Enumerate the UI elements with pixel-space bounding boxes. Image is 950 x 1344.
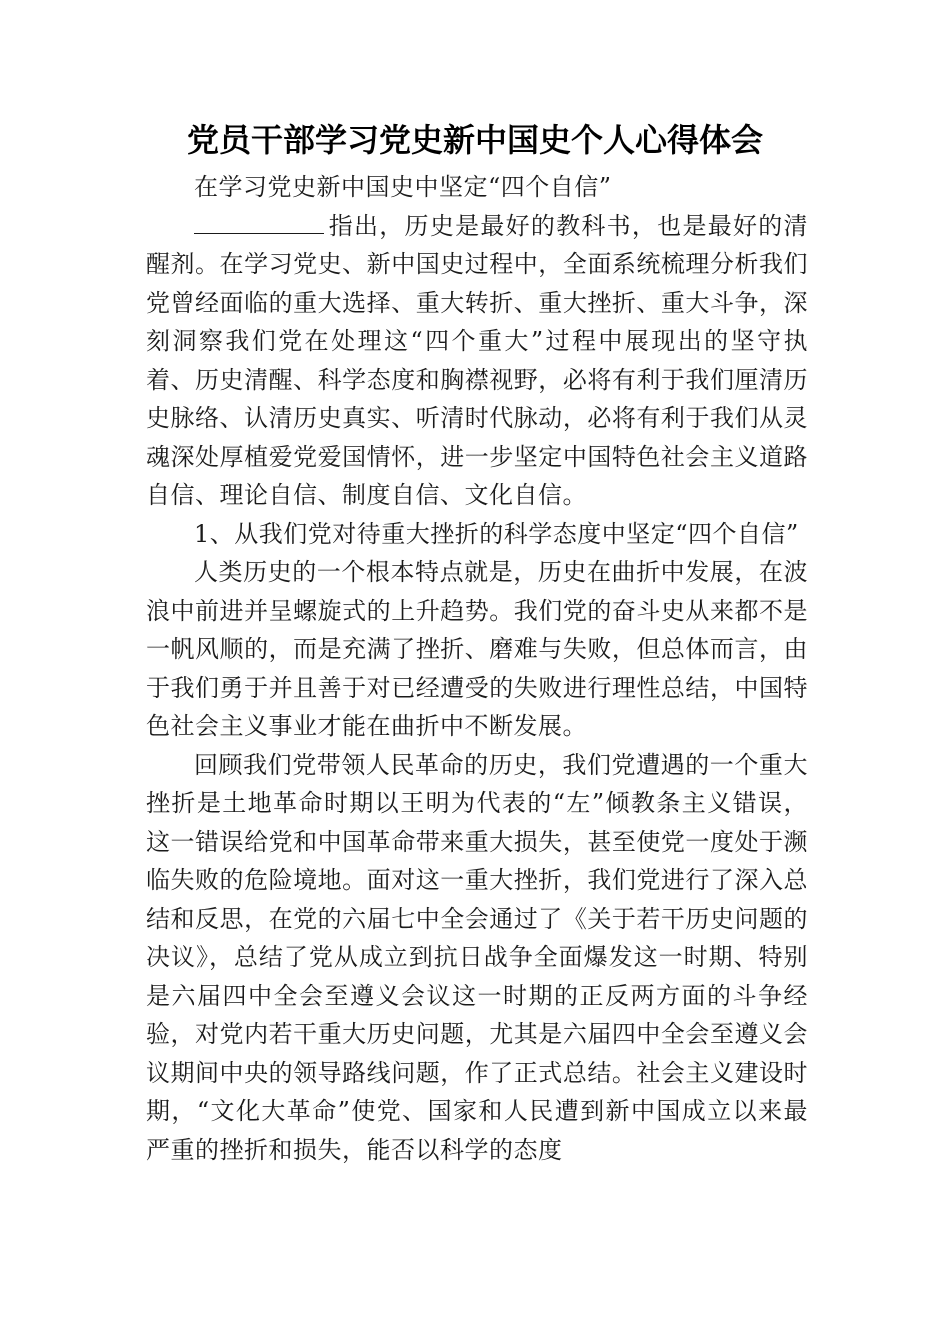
section-heading: 1、从我们党对待重大挫折的科学态度中坚定“四个自信”: [194, 519, 799, 548]
document-title: 党员干部学习党史新中国史个人心得体会: [186, 121, 763, 159]
document-body: [146, 168, 808, 1169]
intro-text: 指出，历史是最好的教科书，也是最好的清醒剂。在学习党史、新中国史过程中，全面系统梳理分析我们党曾经面临的重大选择、重大转折、重大挫折、重大斗争，深刻洞察我们党在处理这“四个重大”过程中展现出的坚守执着、历史清醒、科学态度和胸襟视野，必将有利于我们厘清历史脉络、认清历史真实、听清时代脉动，必将有利于我们从灵魂深处厚植爱党爱国情怀，进一步坚定中国特色社会主义道路自信、理论自信、制度自信、文化自信。: [146, 211, 808, 509]
intro-paragraph: [146, 207, 808, 515]
body-paragraph: 人类历史的一个根本特点就是，历史在曲折中发展，在波浪中前进并呈螺旋式的上升趋势。我们党的奋斗史从来都不是一帆风顺的，而是充满了挫折、磨难与失败，但总体而言，由于我们勇于并且善于对已经遭受的失败进行理性总结，中国特色社会主义事业才能在曲折中不断发展。: [146, 558, 808, 740]
redacted-blank: [194, 207, 324, 234]
document-subtitle: 在学习党史新中国史中坚定“四个自信”: [194, 173, 612, 201]
body-paragraph: 回顾我们党带领人民革命的历史，我们党遭遇的一个重大挫折是土地革命时期以王明为代表的“左”倾教条主义错误，这一错误给党和中国革命带来重大损失，甚至使党一度处于濒临失败的危险境地。面对这一重大挫折，我们党进行了深入总结和反思，在党的六届七中全会通过了《关于若干历史问题的决议》，总结了党从成立到抗日战争全面爆发这一时期、特别是六届四中全会至遵义会议这一时期的正反两方面的斗争经验，对党内若干重大历史问题，尤其是六届四中全会至遵义会议期间中央的领导路线问题，作了正式总结。社会主义建设时期，“文化大革命”使党、国家和人民遭到新中国成立以来最严重的挫折和损失，能否以科学的态度: [146, 750, 808, 1164]
